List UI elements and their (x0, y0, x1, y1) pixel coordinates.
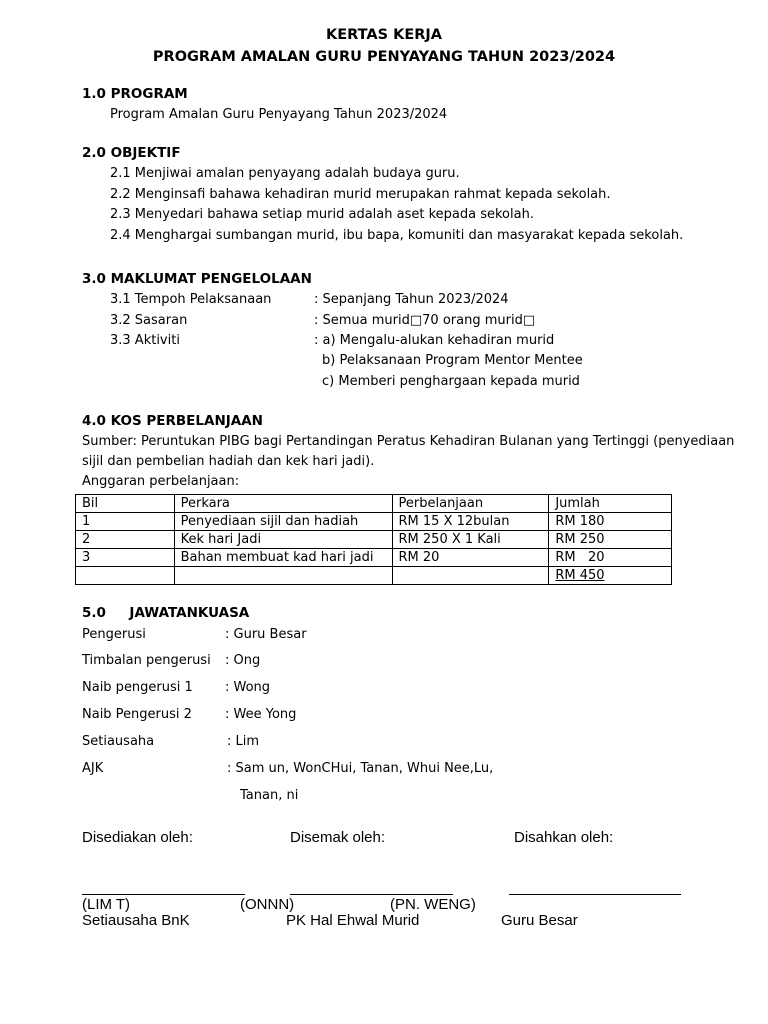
committee-role: Timbalan pengerusi (82, 653, 211, 668)
table-cell: RM 20 (392, 549, 549, 567)
committee-member: : Sam un, WonCHui, Tanan, Whui Nee,Lu, (227, 761, 494, 776)
budget-table (75, 494, 672, 585)
table-cell (392, 567, 549, 585)
document-subtitle: PROGRAM AMALAN GURU PENYAYANG TAHUN 2023/2024 (152, 49, 616, 65)
objective-item: 2.3 Menyedari bahawa setiap murid adalah aset kepada sekolah. (110, 207, 534, 222)
management-label: 3.1 Tempoh Pelaksanaan (110, 292, 272, 307)
column-header: Perbelanjaan (392, 495, 549, 513)
table-cell: RM 180 (549, 513, 672, 531)
committee-member: : Wee Yong (225, 707, 297, 722)
signature-line (290, 894, 453, 895)
table-cell: RM 250 X 1 Kali (392, 531, 549, 549)
committee-role: Naib Pengerusi 2 (82, 707, 192, 722)
table-cell: Kek hari Jadi (174, 531, 392, 549)
total-amount: RM 450 (549, 567, 672, 585)
table-cell: RM 15 X 12bulan (392, 513, 549, 531)
committee-member: : Ong (225, 653, 261, 668)
funding-source: Sumber: Peruntukan PIBG bagi Pertandingan Peratus Kehadiran Bulanan yang Tertinggi (penyediaan (82, 434, 735, 449)
table-cell: RM 20 (549, 549, 672, 567)
approved-by-title: Guru Besar (501, 912, 578, 929)
objective-item: 2.2 Menginsafi bahawa kehadiran murid merupakan rahmat kepada sekolah. (110, 187, 611, 202)
committee-member: : Wong (225, 680, 271, 695)
signature-line (509, 894, 681, 895)
objective-item: 2.4 Menghargai sumbangan murid, ibu bapa, komuniti dan masyarakat kepada sekolah. (110, 228, 684, 243)
checked-by-label: Disemak oleh: (290, 829, 386, 846)
section-management-heading: 3.0 MAKLUMAT PENGELOLAAN (82, 271, 312, 287)
table-total-row (76, 567, 672, 585)
table-row (76, 531, 672, 549)
table-row (76, 549, 672, 567)
checked-by-name: (ONNN) (240, 896, 295, 913)
committee-role: Setiausaha (82, 734, 155, 749)
prepared-by-label: Disediakan oleh: (82, 829, 193, 846)
table-cell: RM 250 (549, 531, 672, 549)
committee-role: Pengerusi (82, 627, 146, 642)
objective-item: 2.1 Menjiwai amalan penyayang adalah budaya guru. (110, 166, 460, 181)
table-cell: 1 (76, 513, 175, 531)
table-cell: 2 (76, 531, 175, 549)
management-value: : Semua murid□70 orang murid□ (314, 313, 536, 328)
table-cell: 3 (76, 549, 175, 567)
management-value: : a) Mengalu-alukan kehadiran murid (314, 333, 555, 348)
funding-source-cont: sijil dan pembelian hadiah dan kek hari jadi). (82, 454, 375, 469)
table-row (76, 513, 672, 531)
column-header: Perkara (174, 495, 392, 513)
activity-item: b) Pelaksanaan Program Mentor Mentee (322, 353, 583, 368)
table-cell: Penyediaan sijil dan hadiah (174, 513, 392, 531)
section-program-heading: 1.0 PROGRAM (82, 86, 188, 102)
table-cell (76, 567, 175, 585)
section-cost-heading: 4.0 KOS PERBELANJAAN (82, 413, 263, 429)
program-name: Program Amalan Guru Penyayang Tahun 2023/2024 (110, 107, 448, 122)
column-header: Bil (76, 495, 175, 513)
table-cell (174, 567, 392, 585)
committee-member: : Lim (227, 734, 260, 749)
section-committee-heading: 5.0 JAWATANKUASA (82, 605, 250, 621)
approved-by-name: (PN. WENG) (390, 896, 476, 913)
committee-member: : Guru Besar (225, 627, 307, 642)
prepared-by-name: (LIM T) (82, 896, 131, 913)
management-value: : Sepanjang Tahun 2023/2024 (314, 292, 509, 307)
activity-item: c) Memberi penghargaan kepada murid (322, 374, 580, 389)
committee-role: AJK (82, 761, 104, 776)
document-title: KERTAS KERJA (325, 27, 443, 43)
checked-by-title: PK Hal Ehwal Murid (286, 912, 420, 929)
management-label: 3.2 Sasaran (110, 313, 188, 328)
approved-by-label: Disahkan oleh: (514, 829, 614, 846)
committee-member-cont: Tanan, ni (240, 788, 299, 803)
table-cell: Bahan membuat kad hari jadi (174, 549, 392, 567)
budget-label: Anggaran perbelanjaan: (82, 474, 240, 489)
column-header: Jumlah (549, 495, 672, 513)
management-label: 3.3 Aktiviti (110, 333, 180, 348)
committee-role: Naib pengerusi 1 (82, 680, 193, 695)
signature-line (82, 894, 245, 895)
table-header-row (76, 495, 672, 513)
prepared-by-title: Setiausaha BnK (82, 912, 190, 929)
section-objective-heading: 2.0 OBJEKTIF (82, 145, 181, 161)
